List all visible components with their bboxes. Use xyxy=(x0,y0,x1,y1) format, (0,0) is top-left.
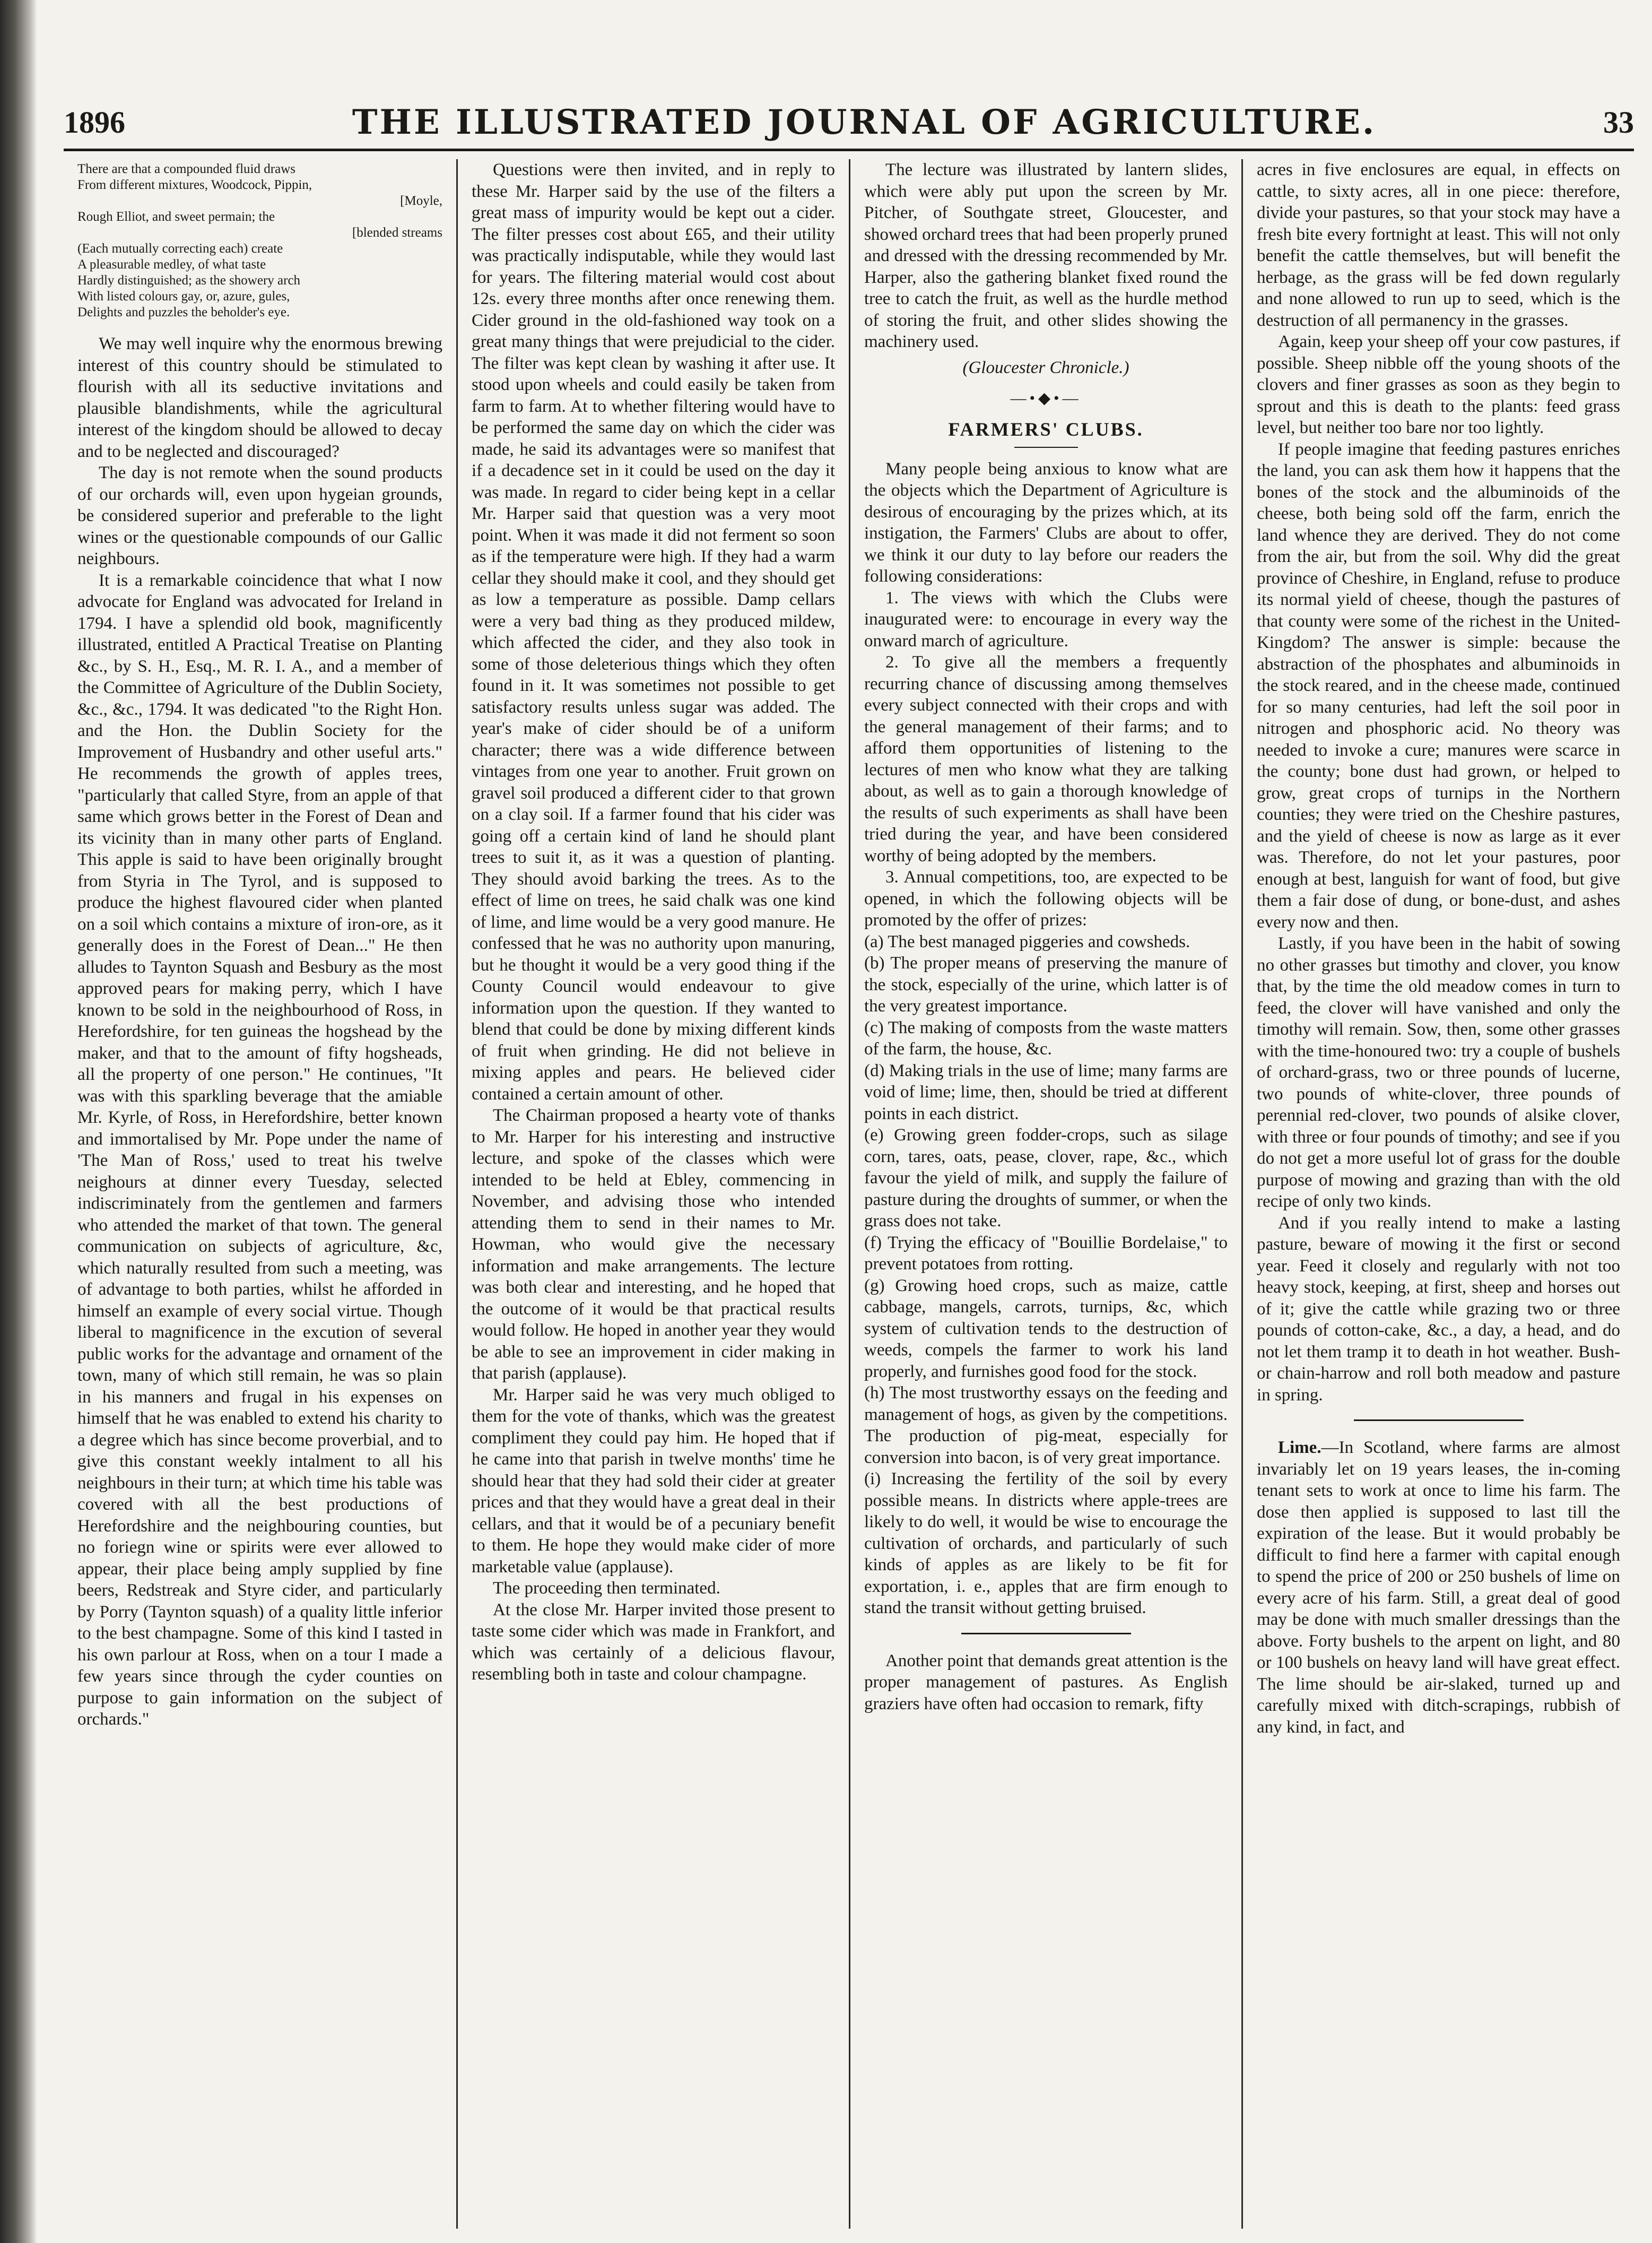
verse-quote xyxy=(77,161,442,321)
paragraph: 3. Annual competitions, too, are expected to be opened, in which the following objects will be promoted by the offer of prizes: xyxy=(864,868,1228,930)
journal-title: THE ILLUSTRATED JOURNAL OF AGRICULTURE. xyxy=(352,102,1377,142)
verse-line: There are that a compounded fluid draws xyxy=(77,162,295,176)
paragraph: 1. The views with which the Clubs were inaugurated were: to encourage in every way the onward march of agriculture. xyxy=(864,588,1228,651)
section-rule xyxy=(961,1633,1131,1634)
paragraph: Another point that demands great attention is the proper management of pastures. As English graziers have often had occasion to remark, fifty xyxy=(864,1651,1228,1713)
column-3 xyxy=(849,159,1241,2229)
masthead xyxy=(64,101,1634,143)
paragraph: The day is not remote when the sound products of our orchards will, even upon hygeian grounds, be considered superior and preferable to the light wines or the questionable compounds of our Gallic neighbours. xyxy=(77,463,442,568)
list-item: (g) Growing hoed crops, such as maize, cattle cabbage, mangels, carrots, turnips, &c, which system of cultivation tends to the destruction of weeds, compels the farmer to work his land properly, and furnishes good food for the stock. xyxy=(864,1276,1228,1381)
list-item: (e) Growing green fodder-crops, such as silage corn, tares, oats, pease, clover, rape, &c., which favour the yield of milk, and supply the failure of pasture during the droughts of summer, or when the grass does not take. xyxy=(864,1125,1228,1231)
column-1 xyxy=(64,159,456,2229)
paragraph: Mr. Harper said he was very much obliged to them for the vote of thanks, which was the greatest compliment they could pay him. He hoped that if he came into that parish in twelve months' time he should hear that they had sold their cider at greater prices and that they would have a great deal in their cellars, and that it would be of a pecuniary benefit to them. He hope they would make cider of more marketable value (applause). xyxy=(472,1385,835,1577)
verse-line: Delights and puzzles the beholder's eye. xyxy=(77,305,290,319)
article-columns xyxy=(64,159,1634,2229)
paragraph: We may well inquire why the enormous brewing interest of this country should be stimulated to flourish with all its seductive invitations and plausible blandishments, while the agricultural interest of the kingdom should be allowed to decay and to be neglected and discouraged? xyxy=(77,334,442,461)
paragraph: The Chairman proposed a hearty vote of thanks to Mr. Harper for his interesting and instructive lecture, and spoke of the classes which were intended to be held at Ebley, commencing in November, and advising those who intended attending them to send in their names to Mr. Howman, who would give the necessary information and make arrangements. The lecture was both clear and interesting, and he hoped that the outcome of it would be that practical results would follow. He hoped in another year they would be able to see an improvement in cider making in that parish (applause). xyxy=(472,1106,835,1383)
verse-line: Hardly distinguished; as the showery arch xyxy=(77,273,301,288)
list-item: (f) Trying the efficacy of "Bouillie Bordelaise," to prevent potatoes from rotting. xyxy=(864,1233,1228,1274)
paragraph: And if you really intend to make a lasting pasture, beware of mowing it the first or second year. Feed it closely and regularly with not too heavy stock, keeping, at first, sheep and horses out of it; give the cattle while grazing two or three pounds of cotton-cake, &c., a day, a head, and do not let them tramp it to death in hot weather. Bush- or chain-harrow and roll both meadow and pasture in spring. xyxy=(1257,1213,1620,1405)
section-rule xyxy=(1354,1419,1524,1421)
paragraph: acres in five enclosures are equal, in effects on cattle, to sixty acres, all in one piece: therefore, divide your pastures, so that your stock may have a fresh bite every fortnight at least. This will not only benefit the cattle themselves, but will benefit the herbage, as the grass will be fed down regularly and none allowed to run up to seed, which is the destruction of all permanency in the grasses. xyxy=(1257,160,1620,330)
verse-line: [blended streams xyxy=(352,226,442,240)
paragraph: Again, keep your sheep off your cow pastures, if possible. Sheep nibble off the young shoots of the clovers and finer grasses as soon as they begin to sprout and this is death to the plants: feed grass level, but neither too bare nor too lightly. xyxy=(1257,332,1620,437)
paragraph: Many people being anxious to know what are the objects which the Department of Agriculture is desirous of encouraging by the prizes which, at its instigation, the Farmers' Clubs are about to offer, we think it our duty to lay before our readers the following considerations: xyxy=(864,459,1228,586)
paragraph: 2. To give all the members a frequently recurring chance of discussing among themselves every subject connected with their crops and with the general management of their farms; and to afford them opportunities of listening to the lectures of men who know what they are talking about, as well as to gain a thorough knowledge of the results of such experiments as shall have been tried during the year, and have been considered worthy of being adopted by the members. xyxy=(864,653,1228,865)
verse-line: With listed colours gay, or, azure, gules, xyxy=(77,289,290,304)
verse-line: From different mixtures, Woodcock, Pippin, xyxy=(77,178,312,192)
paragraph: The lecture was illustrated by lantern slides, which were ably put upon the screen by Mr. Pitcher, of Southgate street, Gloucester, and showed orchard trees that had been properly pruned and dressed with the dressing recommended by Mr. Harper, also the gathering blanket fixed round the tree to catch the fruit, as well as the hurdle method of storing the fruit, and other slides showing the machinery used. xyxy=(864,160,1228,351)
list-item: (i) Increasing the fertility of the soil by every possible means. In districts where apple-trees are likely to do well, it would be wise to encourage the cultivation of orchards, and particularly of such kinds of apples as are likely to be fit for exportation, i. e., apples that are firm enough to stand the transit without getting bruised. xyxy=(864,1469,1228,1617)
list-item: (c) The making of composts from the waste matters of the farm, the house, &c. xyxy=(864,1018,1228,1059)
paragraph: Questions were then invited, and in reply to these Mr. Harper said by the use of the filters a great mass of impurity would be kept out a cider. The filter presses cost about £65, and their utility was practically indisputable, while they would last for years. The filtering material would cost about 12s. every three months after once renewing them. Cider ground in the old-fashioned way took on a great many things that were prejudicial to the cider. The filter was kept clean by washing it after use. It stood upon wheels and could easily be taken from farm to farm. At to whether filtering would have to be performed the same day on which the cider was made, he said its advantages were so manifest that if a decadence set in it could be used on the day it was made. In regard to cider being kept in a cellar Mr. Harper said that question was a very moot point. When it was made it did not ferment so soon as if the temperature were high. If they had a warm cellar they should make it cool, and they should get as low a temperature as possible. Damp cellars were a very bad thing as they produced mildew, which affected the cider, and they also took in some of those deleterious things which they often found in it. It was sometimes not possible to get satisfactory results unless sugar was added. The year's make of cider should be of a uniform character; there was a wide difference between vintages from one year to another. Fruit grown on gravel soil produced a different cider to that grown on a clay soil. If a farmer found that his cider was going off a certain kind of land he should plant trees to suit it, as it was a question of planting. They should avoid barking the trees. As to the effect of lime on trees, he said chalk was one kind of lime, and lime would be a very good manure. He confessed that he was no authority upon manuring, but he thought it would be a very good thing if the County Council would endeavour to give information upon the question. If they wanted to blend that could be done by mixing different kinds of fruit when grinding. He did not believe in mixing apples and pears. He believed cider contained a certain amount of other. xyxy=(472,160,835,1104)
list-item: (h) The most trustworthy essays on the feeding and management of hogs, as given by the competitions. The production of pig-meat, especially for conversion into bacon, is of very great importance. xyxy=(864,1383,1228,1467)
verse-line: [Moyle, xyxy=(400,194,442,208)
lime-label: Lime. xyxy=(1278,1438,1321,1457)
paragraph: At the close Mr. Harper invited those present to taste some cider which was made in Frankfort, and which was certainly of a delicious flavour, resembling both in taste and colour champagne. xyxy=(472,1600,835,1684)
paragraph: If people imagine that feeding pastures enriches the land, you can ask them how it happens that the bones of the stock and the albuminoids of the cheese, both being sold off the farm, enrich the land whence they are derived. They do not come from the air, but from the soil. Why did the great province of Cheshire, in England, refuse to produce its normal yield of cheese, though the pastures of that county were some of the richest in the United-Kingdom? The answer is simple: because the abstraction of the phosphates and albuminoids in the stock reared, and in the cheese made, continued for so many centuries, had left the soil poor in nitrogen and phosphoric acid. No theory was needed to invoke a cure; manures were scarce in the county; bone dust had grown, or helped to grow, great crops of turnips in the Northern counties; they were tried on the Cheshire pastures, and the yield of cheese is now as large as it ever was. Therefore, do not let your pastures, poor enough at best, languish for want of food, but give them a fair dose of dung, or bone-dust, and ashes every now and then. xyxy=(1257,439,1620,932)
list-item: (b) The proper means of preserving the manure of the stock, especially of the urine, which latter is of the very greatest importance. xyxy=(864,954,1228,1016)
list-item: (a) The best managed piggeries and cowsheds. xyxy=(864,932,1190,951)
verse-line: Rough Elliot, and sweet permain; the xyxy=(77,210,275,224)
verse-line: A pleasurable medley, of what taste xyxy=(77,257,266,272)
heading-rule xyxy=(1014,447,1078,448)
ornament-divider: —•◆•— xyxy=(1010,389,1082,407)
year: 1896 xyxy=(64,105,125,140)
column-2 xyxy=(456,159,849,2229)
paragraph xyxy=(1257,1437,1620,1738)
lime-text: —In Scotland, where farms are almost invariably let on 19 years leases, the in-coming tenant sets to work at once to lime his farm. The dose then applied is supposed to last till the expiration of the lease. But it would probably be difficult to find here a farmer with capital enough to spend the price of 200 or 250 bushels of lime on every acre of his farm. Still, a great deal of good may be done with much smaller dressings than the above. Forty bushels to the arpent on light, and 80 or 100 bushels on heavy land will have great effect. The lime should be air-slaked, turned up and carefully mixed with ditch-scrapings, rubbish of any kind, in fact, and xyxy=(1257,1438,1620,1737)
page-binding-shadow xyxy=(0,0,37,2243)
page-number: 33 xyxy=(1603,105,1634,140)
column-4 xyxy=(1241,159,1634,2229)
paragraph: The proceeding then terminated. xyxy=(493,1579,720,1598)
section-heading: FARMERS' CLUBS. xyxy=(948,418,1144,440)
list-item: (d) Making trials in the use of lime; many farms are void of lime; lime, then, should be tried at different points in each district. xyxy=(864,1061,1228,1123)
header-rule xyxy=(64,149,1634,151)
paragraph: It is a remarkable coincidence that what I now advocate for England was advocated for Ireland in 1794. I have a splendid old book, magnificently illustrated, entitled A Practical Treatise on Planting &c., by S. H., Esq., M. R. I. A., and a member of the Committee of Agriculture of the Dublin Society, &c., &c., 1794. It was dedicated "to the Right Hon. and the Hon. the Dublin Society for the Improvement of Husbandry and other useful arts." He recommends the growth of apples trees, "particularly that called Styre, from an apple of that same which grows better in the Forest of Dean and its vicinity than in many other parts of England. This apple is said to have been originally brought from Styria in The Tyrol, and is supposed to produce the highest flavoured cider when planted on a soil which contains a mixture of iron-ore, as it generally does in the Forest of Dean..." He then alludes to Taynton Squash and Besbury as the most approved pears for making perry, which I have known to be sold in the neighbourhood of Ross, in Herefordshire, for ten guineas the hogshead by the maker, and that to the amount of fifty hogsheads, all the property of one person." He continues, "It was with this sparkling beverage that the amiable Mr. Kyrle, of Ross, in Herefordshire, better known and immortalised by Mr. Pope under the name of 'The Man of Ross,' used to treat his twelve neighours at dinner every Tuesday, selected indiscriminately from the gentlemen and farmers who attended the market of that town. The general communication on subjects of agriculture, &c, which naturally resulted from such a meeting, was of advantage to both parties, whilst he afforded in himself an example of every social virtue. Though liberal to magnificence in the excution of several public works for the advantage and ornament of the town, many of which still remain, he was so plain in his manners and frugal in his expenses on himself that he was enabled to extend his charity to a degree which has since become proverbial, and to give this constant weekly intalment to all his neighbours in their turn; at which time his table was covered with all the best productions of Herefordshire and the neighbouring counties, but no foriegn wine or spirits were ever allowed to appear, their place being amply supplied by fine beers, Redstreak and Styre cider, and particularly by Porry (Taynton squash) of a quality little inferior to the best champagne. Some of this kind I tasted in his own parlour at Ross, when on a tour I made a few years since through the cyder counties on purpose to gain information on the subject of orchards." xyxy=(77,570,442,1729)
paragraph: Lastly, if you have been in the habit of sowing no other grasses but timothy and clover, you know that, by the time the old meadow comes in turn to feed, the clover will have vanished and only the timothy will remain. Sow, then, some other grasses with the time-honoured two: try a couple of bushels of orchard-grass, two or three pounds of lucerne, two pounds of white-clover, three pounds of perennial red-clover, two pounds of alsike clover, with three or four pounds of timothy; and see if you do not get a more useful lot of grass for the double purpose of mowing and grazing than with the old recipe of only two kinds. xyxy=(1257,934,1620,1211)
verse-line: (Each mutually correcting each) create xyxy=(77,241,283,256)
source-credit: (Gloucester Chronicle.) xyxy=(962,358,1129,377)
